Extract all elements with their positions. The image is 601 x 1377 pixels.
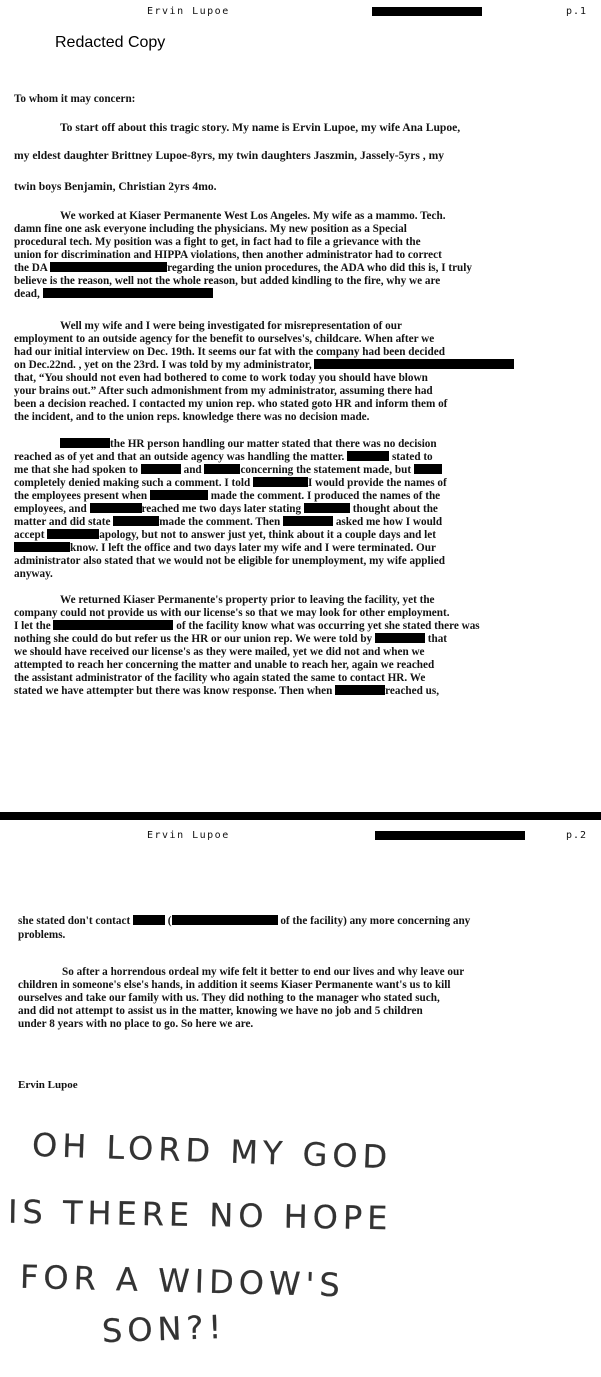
redaction-bar — [53, 620, 173, 630]
paragraph-line: anyway. — [14, 568, 53, 580]
redaction-bar — [133, 915, 165, 925]
header-author: Ervin Lupoe — [147, 830, 230, 841]
redaction-bar — [335, 685, 385, 695]
typed-signature: Ervin Lupoe — [18, 1079, 78, 1091]
paragraph-line: union for discrimination and HIPPA violations, then another administrator had to correct — [14, 249, 442, 261]
redaction-bar — [414, 464, 442, 474]
paragraph-line: administrator also stated that we would not be eligible for unemployment, my wife applied — [14, 555, 445, 567]
paragraph-line: We returned Kiaser Permanente's property prior to leaving the facility, yet the — [60, 594, 435, 606]
text-fragment: thought about the — [352, 503, 438, 515]
text-fragment: matter and did state — [14, 516, 111, 528]
paragraph-line: my eldest daughter Brittney Lupoe-8yrs, my twin daughters Jaszmin, Jassely-5yrs , my — [14, 149, 445, 162]
redaction-bar — [347, 451, 389, 461]
paragraph-line: twin boys Benjamin, Christian 2yrs 4mo. — [14, 180, 217, 193]
paragraph-line — [14, 359, 514, 372]
paragraph-line: damn fine one ask everyone including the physicians. My new position as a Special — [14, 223, 407, 235]
text-fragment: the employees present when — [14, 490, 148, 502]
text-fragment: that — [427, 633, 448, 645]
paragraph-line — [14, 542, 436, 555]
text-fragment: of the facility know what was occurring yet she stated there was — [176, 620, 480, 632]
redaction-bar — [283, 516, 333, 526]
page-number: p.1 — [566, 6, 588, 17]
paragraph-line — [14, 685, 439, 698]
paragraph-line: employment to an outside agency for the benefit to ourselves's, childcare. When after we — [14, 333, 435, 345]
paragraph-line — [14, 262, 472, 275]
paragraph-line — [14, 620, 480, 633]
text-fragment: of the facility) any more concerning any — [280, 915, 471, 927]
paragraph-line: procedural tech. My position was a fight to get, in fact had to file a grievance with the — [14, 236, 421, 248]
text-fragment: I would provide the names of — [307, 477, 447, 489]
text-fragment: stated to — [391, 451, 433, 463]
paragraph-line: the assistant administrator of the facility who again stated the same to contact HR. We — [14, 672, 426, 684]
paragraph-line: that, “You should not even had bothered to come to work today you should have blown — [14, 372, 428, 384]
page-number: p.2 — [566, 830, 588, 841]
handwriting-line: IS THERE NO HOPE — [7, 1192, 393, 1238]
paragraph-line — [18, 915, 470, 928]
text-fragment: the HR person handling our matter stated that there was no decision — [110, 438, 437, 450]
paragraph-line: your brains out.” After such admonishment from my administrator, assuming there had — [14, 385, 433, 397]
redaction-bar — [43, 288, 213, 298]
redaction-bar — [90, 503, 142, 513]
redaction-bar — [113, 516, 159, 526]
redaction-bar — [60, 438, 110, 448]
text-fragment: know. I left the office and two days later my wife and I were terminated. Our — [70, 542, 436, 554]
text-fragment: concerning the statement made, but — [240, 464, 412, 476]
redaction-bar — [141, 464, 181, 474]
handwriting-line: SON?! — [101, 1307, 227, 1351]
redaction-bar — [314, 359, 514, 369]
redaction-bar — [14, 542, 70, 552]
redaction-bar — [375, 633, 425, 643]
text-fragment: the DA — [14, 262, 48, 274]
paragraph-line — [14, 633, 447, 646]
text-fragment: accept — [14, 529, 45, 541]
redaction-bar — [150, 490, 208, 500]
paragraph-line: problems. — [18, 929, 66, 941]
text-fragment: on Dec.22nd. , yet on the 23rd. I was told by my administrator, — [14, 359, 312, 371]
paragraph-line — [14, 451, 433, 464]
paragraph-line: under 8 years with no place to go. So here we are. — [18, 1018, 254, 1030]
paragraph-line: ourselves and take our family with us. They did nothing to the manager who stated such, — [18, 992, 440, 1004]
salutation: To whom it may concern: — [14, 93, 136, 105]
text-fragment: and — [183, 464, 202, 476]
text-fragment: reached us, — [385, 685, 440, 697]
paragraph-line: had our initial interview on Dec. 19th. It seems our fat with the company had been decided — [14, 346, 445, 358]
paragraph-line — [14, 490, 440, 503]
text-fragment: ( — [167, 915, 172, 927]
text-fragment: asked me how I would — [335, 516, 443, 528]
handwriting-line: FOR A WIDOW'S — [19, 1257, 346, 1305]
text-fragment: me that she had spoken to — [14, 464, 139, 476]
redaction-bar — [50, 262, 167, 272]
header-author: Ervin Lupoe — [147, 6, 230, 17]
paragraph-line — [14, 477, 447, 490]
text-fragment: reached me two days later stating — [141, 503, 302, 515]
paragraph-line: we should have received our license's as they were mailed, yet we did not and when we — [14, 646, 425, 658]
text-fragment: regarding the union procedures, the ADA who did this is, I truly — [167, 262, 472, 274]
paragraph-line — [60, 438, 437, 451]
text-fragment: nothing she could do but refer us the HR or our union rep. We were told by — [14, 633, 373, 645]
text-fragment: I let the — [14, 620, 51, 632]
handwriting-line: OH LORD MY GOD — [31, 1125, 393, 1177]
text-fragment: stated we have attempter but there was know response. Then when — [14, 685, 333, 697]
paragraph-line: Well my wife and I were being investigated for misrepresentation of our — [60, 320, 402, 332]
text-fragment: reached as of yet and that an outside agency was handling the matter. — [14, 451, 345, 463]
text-fragment: apology, but not to answer just yet, think about it a couple days and let — [99, 529, 436, 541]
redaction-bar — [304, 503, 350, 513]
paragraph-line: and did not attempt to assist us in the matter, knowing we have no job and 5 children — [18, 1005, 423, 1017]
text-fragment: made the comment. I produced the names of the — [210, 490, 441, 502]
paragraph-line: children in someone's else's hands, in addition it seems Kiaser Permanente want's us to kill — [18, 979, 451, 991]
text-fragment: she stated don't contact — [18, 915, 131, 927]
paragraph-line — [14, 516, 442, 529]
paragraph-line: So after a horrendous ordeal my wife felt it better to end our lives and why leave our — [62, 966, 465, 978]
paragraph-line — [14, 464, 442, 477]
paragraph-line — [14, 288, 213, 301]
paragraph-line: We worked at Kiaser Permanente West Los Angeles. My wife as a mammo. Tech. — [60, 210, 446, 222]
redaction-bar — [372, 7, 482, 16]
paragraph-line: To start off about this tragic story. My name is Ervin Lupoe, my wife Ana Lupoe, — [60, 121, 461, 134]
paragraph-line: been a decision reached. I contacted my union rep. who stated goto HR and inform them of — [14, 398, 448, 410]
text-fragment: dead, — [14, 288, 40, 300]
text-fragment: made the comment. Then — [159, 516, 281, 528]
paragraph-line: believe is the reason, well not the whole reason, but added kindling to the fire, why we are — [14, 275, 441, 287]
paragraph-line: company could not provide us with our license's so that we may look for other employment. — [14, 607, 450, 619]
redaction-bar — [172, 915, 278, 925]
redaction-bar — [47, 529, 99, 539]
redaction-bar — [375, 831, 525, 840]
paragraph-line — [14, 529, 436, 542]
document-title: Redacted Copy — [55, 34, 166, 51]
redaction-bar — [204, 464, 240, 474]
text-fragment: completely denied making such a comment. I told — [14, 477, 251, 489]
text-fragment: employees, and — [14, 503, 87, 515]
paragraph-line: the incident, and to the union reps. knowledge there was no decision made. — [14, 411, 370, 423]
page-divider — [0, 812, 601, 820]
paragraph-line: attempted to reach her concerning the matter and unable to reach her, again we reached — [14, 659, 435, 671]
paragraph-line — [14, 503, 438, 516]
redaction-bar — [253, 477, 308, 487]
